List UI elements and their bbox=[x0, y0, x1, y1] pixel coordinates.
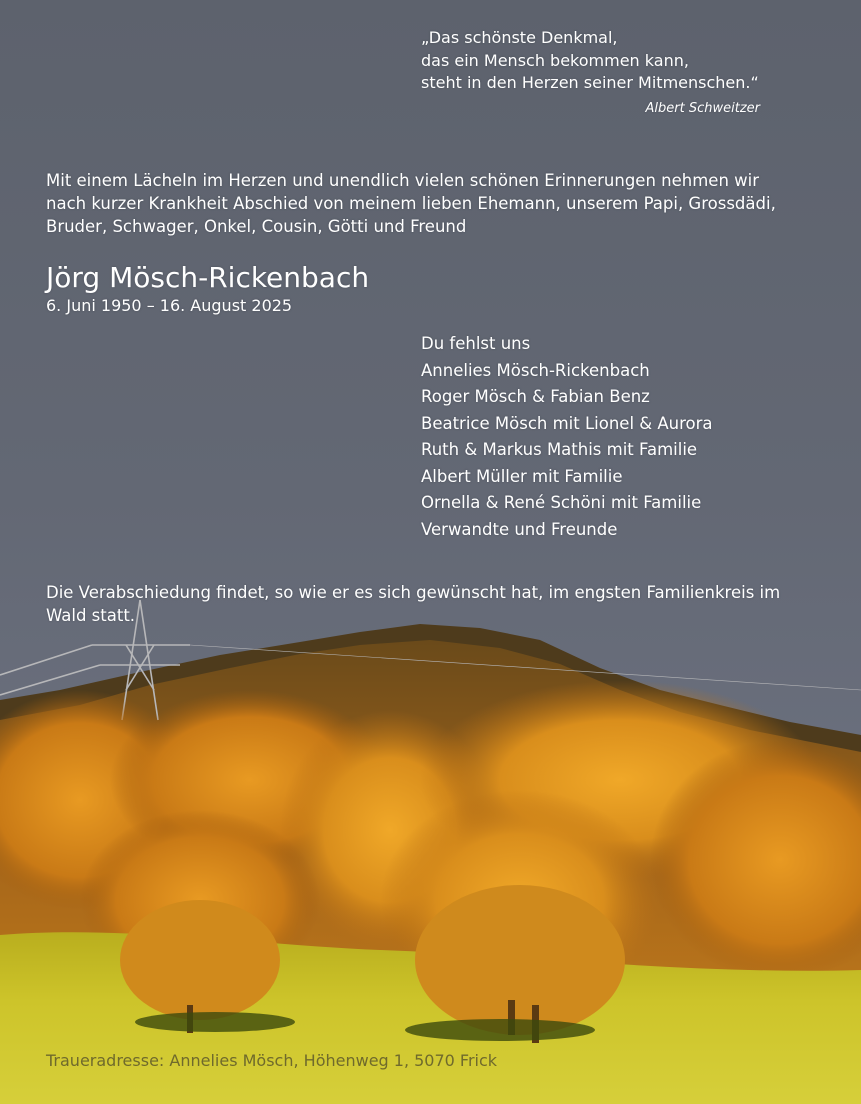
farewell-line: Die Verabschiedung findet, so wie er es sich gewünscht hat, im engsten Familienkreis im bbox=[46, 583, 781, 602]
intro-line: Bruder, Schwager, Onkel, Cousin, Götti und Freund bbox=[46, 217, 467, 236]
intro-line: nach kurzer Krankheit Abschied von meinem lieben Ehemann, unserem Papi, Grossdädi, bbox=[46, 194, 776, 213]
quote-line: das ein Mensch bekommen kann, bbox=[421, 50, 689, 70]
quote-line: „Das schönste Denkmal, bbox=[421, 28, 618, 47]
mourner-name: Albert Müller mit Familie bbox=[421, 466, 623, 486]
deceased-name: Jörg Mösch-Rickenbach bbox=[46, 261, 370, 294]
quote-line: steht in den Herzen seiner Mitmenschen.“ bbox=[421, 73, 759, 92]
mourner-name: Beatrice Mösch mit Lionel & Aurora bbox=[421, 413, 713, 433]
mourner-name: Ornella & René Schöni mit Familie bbox=[421, 493, 702, 512]
tree-shadow bbox=[135, 1012, 295, 1032]
farewell-text bbox=[46, 581, 836, 627]
mourner-name: Verwandte und Freunde bbox=[421, 519, 618, 539]
mourning-address: Traueradresse: Annelies Mösch, Höhenweg 1, 5070 Frick bbox=[46, 1051, 498, 1070]
quote-author: Albert Schweitzer bbox=[645, 101, 760, 116]
tree-shadow bbox=[405, 1019, 595, 1041]
mourner-name: Ruth & Markus Mathis mit Familie bbox=[421, 440, 698, 459]
mourner-name: Roger Mösch & Fabian Benz bbox=[421, 387, 650, 406]
mourner-name: Annelies Mösch-Rickenbach bbox=[421, 360, 650, 380]
farewell-line: Wald statt. bbox=[46, 606, 136, 625]
quote bbox=[421, 27, 841, 95]
intro-line: Mit einem Lächeln im Herzen und unendlich vielen schönen Erinnerungen nehmen wir bbox=[46, 171, 760, 190]
tree-canopy bbox=[120, 900, 280, 1020]
intro-text bbox=[46, 169, 836, 238]
mourners-heading: Du fehlst uns bbox=[421, 334, 531, 353]
tree-canopy bbox=[415, 885, 625, 1035]
mourners-list bbox=[421, 331, 841, 543]
deceased-dates: 6. Juni 1950 – 16. August 2025 bbox=[46, 296, 293, 315]
